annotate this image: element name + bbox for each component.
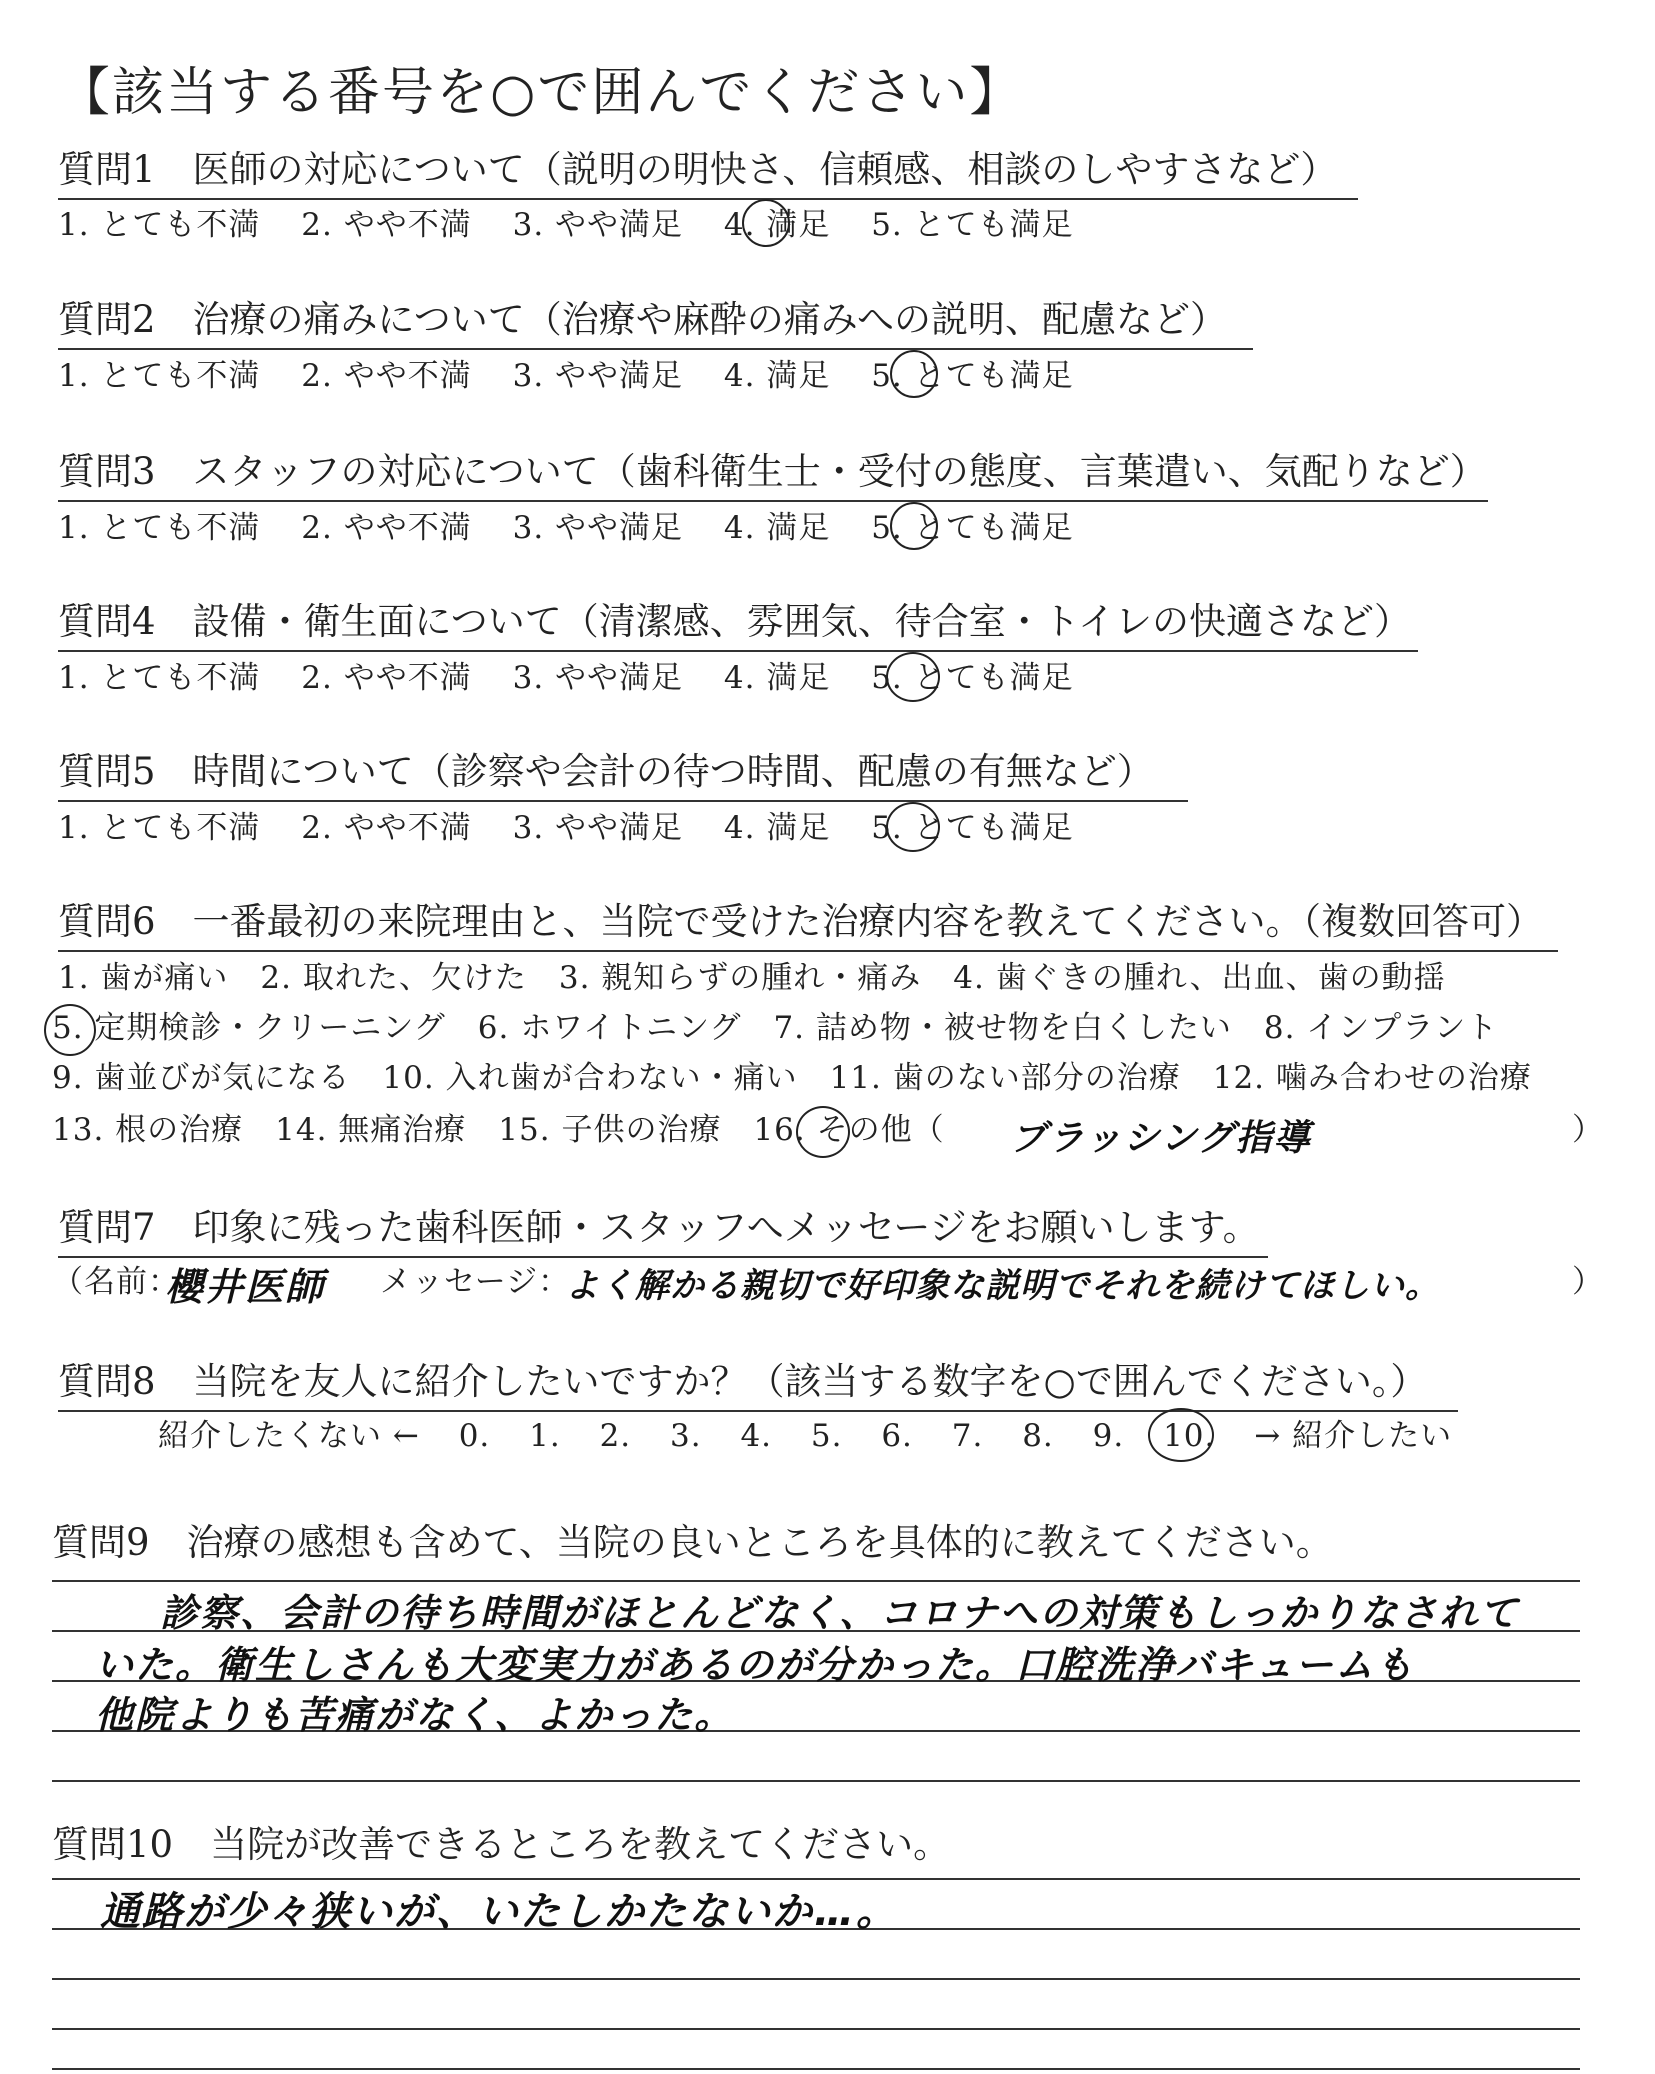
q2-option-3[interactable]: 3. やや満足: [512, 358, 684, 394]
q4-option-4[interactable]: 4. 満足: [723, 660, 831, 696]
q4-option-5[interactable]: 5. とても満足: [871, 660, 1074, 696]
q4-option-3[interactable]: 3. やや満足: [512, 660, 684, 696]
question-3-label: 質問3 スタッフの対応について（歯科衛生士・受付の態度、言葉遣い、気配りなど）: [58, 450, 1488, 502]
q5-option-1[interactable]: 1. とても不満: [58, 810, 261, 846]
q1-option-5[interactable]: 5. とても満足: [871, 207, 1074, 243]
question-8-label: 質問8 当院を友人に紹介したいですか？（該当する数字を○で囲んでください。）: [58, 1360, 1458, 1412]
q7-name-value[interactable]: 櫻井医師: [165, 1265, 326, 1309]
question-10-label: 質問10 当院が改善できるところを教えてください。: [52, 1823, 951, 1866]
q8-right-text: → 紹介したい: [1254, 1418, 1453, 1454]
page-title: 【該当する番号を○で囲んでください】: [58, 63, 1024, 123]
question-1-options: [58, 205, 1074, 245]
q6-selection-circle-16: [796, 1106, 850, 1158]
q8-option-4[interactable]: 4.: [740, 1418, 773, 1454]
q5-option-3[interactable]: 3. やや満足: [512, 810, 684, 846]
q6-options-row-2[interactable]: 5. 定期検診・クリーニング 6. ホワイトニング 7. 詰め物・被せ物を白くしたい 8. インプラント: [52, 1010, 1499, 1046]
question-5-label: 質問5 時間について（診察や会計の待つ時間、配慮の有無など）: [58, 750, 1188, 802]
q9-answer-rule: [52, 1780, 1580, 1782]
q4-selection-circle: [886, 652, 940, 702]
q10-answer-rule: [52, 2028, 1580, 2030]
q10-answer-rule: [52, 2068, 1580, 2070]
q7-name-prefix: （名前：: [52, 1264, 180, 1300]
q8-option-8[interactable]: 8.: [1022, 1418, 1054, 1454]
q8-option-3[interactable]: 3.: [670, 1418, 702, 1454]
q3-selection-circle: [890, 502, 938, 550]
question-1-label: 質問1 医師の対応について（説明の明快さ、信頼感、相談のしやすさなど）: [58, 148, 1358, 200]
q8-option-10[interactable]: 10.: [1163, 1418, 1216, 1454]
q6-other-close-paren: ）: [1572, 1112, 1604, 1148]
q8-option-6[interactable]: 6.: [881, 1418, 913, 1454]
q1-option-3[interactable]: 3. やや満足: [512, 207, 684, 243]
q4-option-2[interactable]: 2. やや不満: [301, 660, 472, 696]
q6-options-row-1[interactable]: 1. 歯が痛い 2. 取れた、欠けた 3. 親知らずの腫れ・痛み 4. 歯ぐきの腫れ、出血、歯の動揺: [58, 960, 1446, 996]
q3-option-2[interactable]: 2. やや不満: [301, 510, 472, 546]
question-2-label: 質問2 治療の痛みについて（治療や麻酔の痛みへの説明、配慮など）: [58, 298, 1253, 350]
question-9-label: 質問9 治療の感想も含めて、当院の良いところを具体的に教えてください。: [52, 1521, 1333, 1564]
q6-options-row-3[interactable]: 9. 歯並びが気になる 10. 入れ歯が合わない・痛い 11. 歯のない部分の治療 12. 噛み合わせの治療: [52, 1060, 1532, 1096]
q2-option-2[interactable]: 2. やや不満: [301, 358, 472, 394]
q8-scale-row: [158, 1416, 1452, 1456]
q5-selection-circle: [886, 802, 940, 852]
q7-message-prefix: メッセージ：: [380, 1264, 571, 1300]
q9-answer-line-2[interactable]: いた。衛生しさんも大変実力があるのが分かった。口腔洗浄バキュームも: [95, 1643, 1416, 1687]
q1-option-1[interactable]: 1. とても不満: [58, 207, 261, 243]
question-7-label: 質問7 印象に残った歯科医師・スタッフへメッセージをお願いします。: [58, 1206, 1268, 1258]
q8-option-2[interactable]: 2.: [599, 1418, 632, 1454]
question-4-label: 質問4 設備・衛生面について（清潔感、雰囲気、待合室・トイレの快適さなど）: [58, 600, 1418, 652]
q6-selection-circle-5: [44, 1004, 96, 1056]
q2-option-5[interactable]: 5. とても満足: [871, 358, 1074, 394]
q2-option-4[interactable]: 4. 満足: [723, 358, 831, 394]
q3-option-1[interactable]: 1. とても不満: [58, 510, 261, 546]
q6-other-answer[interactable]: ブラッシング指導: [1010, 1118, 1312, 1159]
q2-option-1[interactable]: 1. とても不満: [58, 358, 261, 394]
q2-selection-circle: [890, 350, 938, 398]
q3-option-4[interactable]: 4. 満足: [723, 510, 831, 546]
q7-message-value[interactable]: よく解かる親切で好印象な説明でそれを続けてほしい。: [565, 1266, 1440, 1306]
q9-answer-line-3[interactable]: 他院よりも苦痛がなく、よかった。: [95, 1693, 735, 1737]
q5-option-5[interactable]: 5. とても満足: [871, 810, 1074, 846]
q8-left-text: 紹介したくない ←: [158, 1418, 420, 1454]
q1-option-2[interactable]: 2. やや不満: [301, 207, 472, 243]
q6-options-row-4[interactable]: 13. 根の治療 14. 無痛治療 15. 子供の治療 16. その他（: [52, 1112, 945, 1148]
q8-selection-circle: [1148, 1408, 1214, 1462]
q8-option-1[interactable]: 1.: [529, 1418, 561, 1454]
q8-option-0[interactable]: 0.: [458, 1418, 491, 1454]
q10-answer-rule: [52, 1978, 1580, 1980]
q4-option-1[interactable]: 1. とても不満: [58, 660, 261, 696]
q7-close-paren: ）: [1572, 1264, 1604, 1300]
q1-option-4[interactable]: 4. 満足: [723, 207, 831, 243]
q1-selection-circle: [742, 199, 790, 247]
q8-option-7[interactable]: 7.: [951, 1418, 984, 1454]
q3-option-5[interactable]: 5. とても満足: [871, 510, 1074, 546]
q8-option-5[interactable]: 5.: [810, 1418, 843, 1454]
question-6-label: 質問6 一番最初の来院理由と、当院で受けた治療内容を教えてください。（複数回答可）: [58, 900, 1558, 952]
q5-option-2[interactable]: 2. やや不満: [301, 810, 472, 846]
q5-option-4[interactable]: 4. 満足: [723, 810, 831, 846]
q3-option-3[interactable]: 3. やや満足: [512, 510, 684, 546]
q8-option-9[interactable]: 9.: [1092, 1418, 1125, 1454]
q9-answer-line-1[interactable]: 診察、会計の待ち時間がほとんどなく、コロナへの対策もしっかりなされて: [160, 1591, 1520, 1635]
q10-answer-line-1[interactable]: 通路が少々狭いが、いたしかたないか…。: [100, 1889, 898, 1935]
